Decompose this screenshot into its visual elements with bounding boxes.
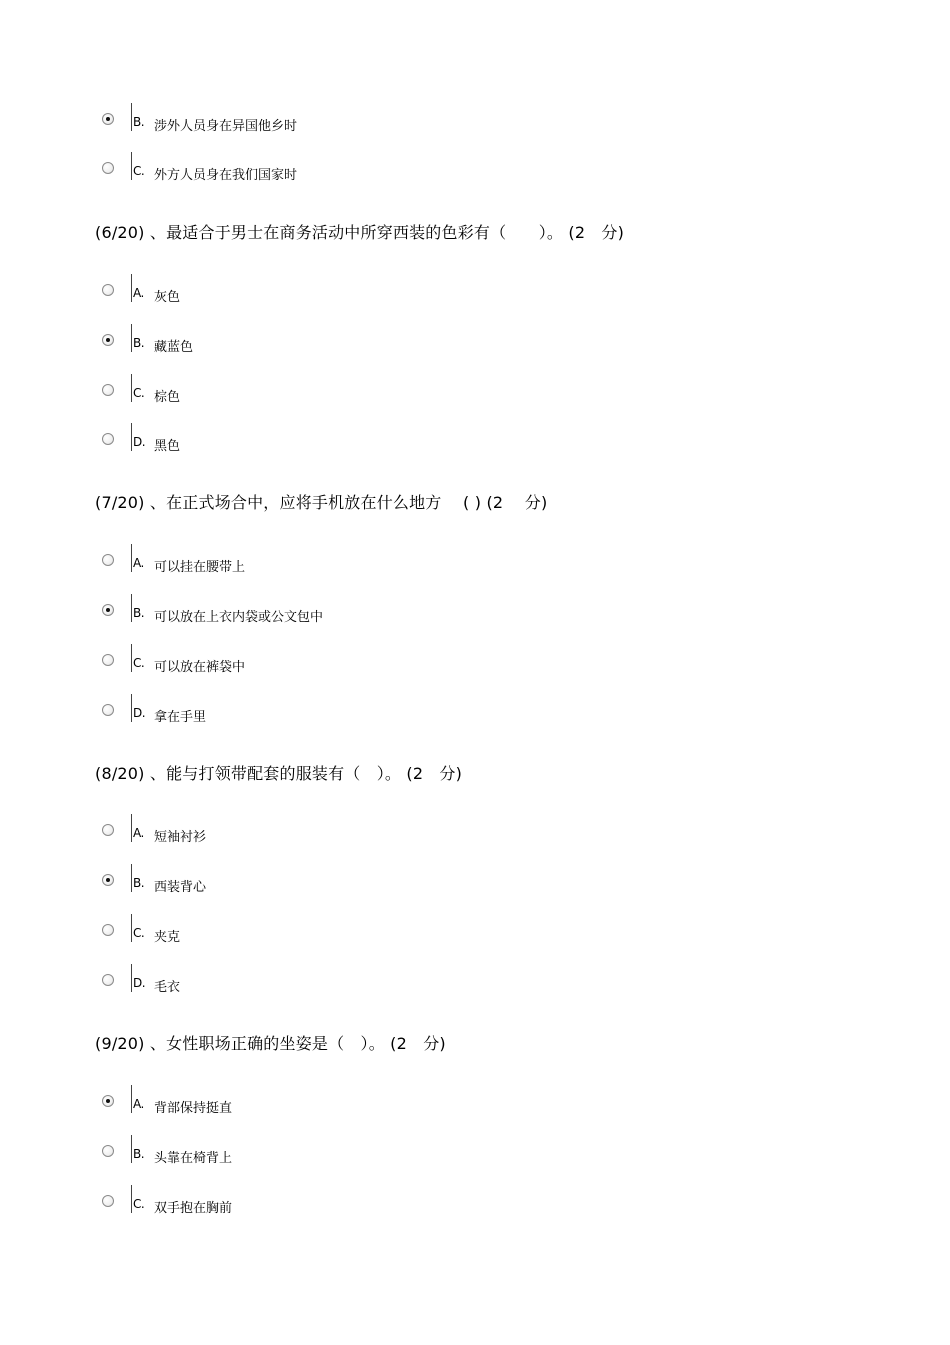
option-letter: A.: [133, 286, 144, 300]
option-letter: A.: [133, 1097, 144, 1111]
question-7-text: (7/20) 、在正式场合中，应将手机放在什么地方 ( ) (2 分): [95, 493, 548, 512]
option-label: 可以放在上衣内袋或公文包中: [154, 610, 324, 625]
option-divider: [131, 1135, 132, 1163]
option-divider: [131, 1185, 132, 1213]
option-label: 拿在手里: [154, 710, 207, 725]
option-q8-b[interactable]: [100, 874, 600, 902]
option-q9-b[interactable]: [100, 1145, 600, 1173]
option-q6-b[interactable]: [100, 334, 600, 362]
option-q8-d[interactable]: [100, 974, 600, 1002]
option-divider: [131, 864, 132, 892]
option-q5-c[interactable]: [100, 162, 600, 190]
radio-button[interactable]: [102, 433, 114, 445]
option-q9-a[interactable]: [100, 1095, 600, 1123]
option-label: 双手抱在胸前: [154, 1201, 233, 1216]
radio-button[interactable]: [102, 974, 114, 986]
option-q7-a[interactable]: [100, 554, 600, 582]
radio-button[interactable]: [102, 604, 114, 616]
radio-button[interactable]: [102, 162, 114, 174]
option-letter: A.: [133, 826, 144, 840]
option-q6-d[interactable]: [100, 433, 600, 461]
option-divider: [131, 814, 132, 842]
option-label: 涉外人员身在异国他乡时: [154, 119, 298, 134]
option-divider: [131, 594, 132, 622]
option-divider: [131, 274, 132, 302]
option-q6-a[interactable]: [100, 284, 600, 312]
option-letter: D.: [133, 976, 146, 990]
option-q7-d[interactable]: [100, 704, 600, 732]
option-letter: B.: [133, 876, 145, 890]
radio-button[interactable]: [102, 1095, 114, 1107]
option-divider: [131, 423, 132, 451]
option-divider: [131, 374, 132, 402]
option-q5-b[interactable]: [100, 113, 600, 141]
option-q9-c[interactable]: [100, 1195, 600, 1223]
option-letter: B.: [133, 1147, 145, 1161]
radio-button[interactable]: [102, 284, 114, 296]
question-6-text: (6/20) 、最适合于男士在商务活动中所穿西装的色彩有（ ）。 (2 分): [95, 223, 625, 242]
option-divider: [131, 324, 132, 352]
option-label: 黑色: [154, 439, 181, 454]
radio-button[interactable]: [102, 654, 114, 666]
question-9-text: (9/20) 、女性职场正确的坐姿是（ ）。 (2 分): [95, 1034, 446, 1053]
radio-button[interactable]: [102, 554, 114, 566]
option-q7-b[interactable]: [100, 604, 600, 632]
option-letter: C.: [133, 1197, 145, 1211]
option-letter: A.: [133, 556, 144, 570]
radio-button[interactable]: [102, 334, 114, 346]
radio-button[interactable]: [102, 704, 114, 716]
option-letter: B.: [133, 115, 145, 129]
option-divider: [131, 544, 132, 572]
option-letter: C.: [133, 926, 145, 940]
option-label: 短袖衬衫: [154, 830, 207, 845]
option-label: 西装背心: [154, 880, 207, 895]
option-divider: [131, 644, 132, 672]
option-label: 灰色: [154, 290, 181, 305]
option-label: 外方人员身在我们国家时: [154, 168, 298, 183]
radio-button[interactable]: [102, 874, 114, 886]
option-q6-c[interactable]: [100, 384, 600, 412]
option-divider: [131, 103, 132, 131]
option-letter: C.: [133, 164, 145, 178]
radio-button[interactable]: [102, 384, 114, 396]
radio-button[interactable]: [102, 113, 114, 125]
radio-button[interactable]: [102, 1195, 114, 1207]
radio-button[interactable]: [102, 824, 114, 836]
option-letter: C.: [133, 656, 145, 670]
option-label: 毛衣: [154, 980, 181, 995]
option-label: 夹克: [154, 930, 181, 945]
option-label: 可以放在裤袋中: [154, 660, 246, 675]
option-letter: C.: [133, 386, 145, 400]
radio-button[interactable]: [102, 1145, 114, 1157]
option-letter: B.: [133, 606, 145, 620]
question-8-text: (8/20) 、能与打领带配套的服装有（ ）。 (2 分): [95, 764, 463, 783]
option-divider: [131, 1085, 132, 1113]
option-divider: [131, 694, 132, 722]
option-label: 可以挂在腰带上: [154, 560, 246, 575]
option-divider: [131, 964, 132, 992]
option-letter: D.: [133, 435, 146, 449]
radio-button[interactable]: [102, 924, 114, 936]
option-label: 头靠在椅背上: [154, 1151, 233, 1166]
option-label: 背部保持挺直: [154, 1101, 233, 1116]
option-q8-c[interactable]: [100, 924, 600, 952]
option-divider: [131, 914, 132, 942]
option-label: 藏蓝色: [154, 340, 194, 355]
option-q8-a[interactable]: [100, 824, 600, 852]
option-q7-c[interactable]: [100, 654, 600, 682]
option-label: 棕色: [154, 390, 181, 405]
option-divider: [131, 152, 132, 180]
option-letter: B.: [133, 336, 145, 350]
option-letter: D.: [133, 706, 146, 720]
